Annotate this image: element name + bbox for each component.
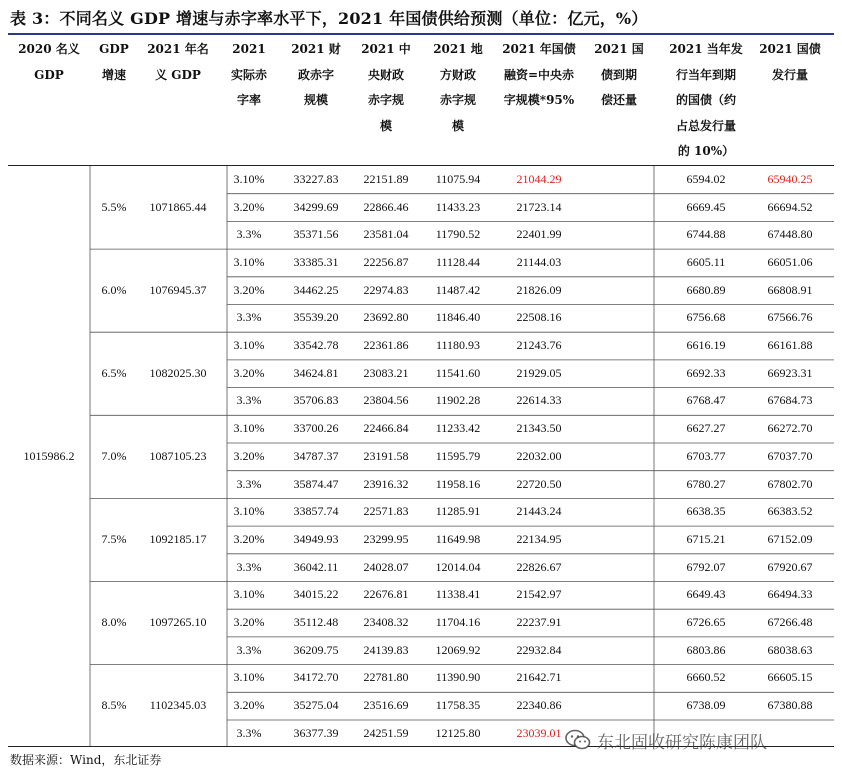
cell-rate: 3.10% (233, 421, 265, 436)
header-gdp-growth: GDP 增速 (99, 42, 129, 82)
cell-short_term: 6792.07 (686, 559, 726, 574)
cell-local: 11285.91 (435, 504, 481, 519)
cell-local: 11758.35 (435, 698, 481, 713)
header-bond-maturity: 2021 国 债到期 偿还量 (594, 42, 644, 107)
cell-financing: 21343.50 (516, 421, 562, 436)
cell-rate: 3.10% (233, 504, 265, 519)
cell-financing: 22932.84 (516, 642, 562, 657)
cell-growth: 6.5% (101, 365, 127, 380)
cell-issuance: 68038.63 (767, 642, 813, 657)
cell-local: 11790.52 (435, 227, 481, 242)
cell-growth: 7.5% (101, 531, 127, 546)
cell-rate: 3.3% (236, 725, 262, 740)
cell-rate: 3.10% (233, 670, 265, 685)
cell-deficit: 35112.48 (293, 615, 339, 630)
cell-issuance: 67266.48 (767, 615, 813, 630)
cell-local: 11433.23 (435, 199, 481, 214)
cell-rate: 3.20% (233, 365, 265, 380)
cell-financing: 21826.09 (516, 282, 562, 297)
cell-central: 24251.59 (363, 725, 409, 740)
cell-financing: 22237.91 (516, 615, 562, 630)
cell-financing: 22826.67 (516, 559, 562, 574)
cell-central: 22256.87 (363, 254, 409, 269)
cell-deficit: 35874.47 (293, 476, 339, 491)
cell-short_term: 6680.89 (686, 282, 726, 297)
cell-short_term: 6726.65 (686, 615, 726, 630)
cell-deficit: 33700.26 (293, 421, 339, 436)
cell-financing: 21243.76 (516, 338, 562, 353)
cell-deficit: 34462.25 (293, 282, 339, 297)
cell-central: 22151.89 (363, 171, 409, 186)
cell-deficit: 36209.75 (293, 642, 339, 657)
cell-gdp-2021: 1087105.23 (149, 448, 207, 463)
cell-short_term: 6738.09 (686, 698, 726, 713)
cell-rate: 3.20% (233, 282, 265, 297)
header-bond-issuance: 2021 国债 发行量 (759, 42, 821, 82)
cell-central: 23083.21 (363, 365, 409, 380)
cell-local: 11487.42 (435, 282, 481, 297)
cell-short_term: 6669.45 (686, 199, 726, 214)
cell-rate: 3.20% (233, 199, 265, 214)
cell-central: 24028.07 (363, 559, 409, 574)
cell-financing: 22032.00 (516, 448, 562, 463)
cell-financing: 22720.50 (516, 476, 562, 491)
cell-rate: 3.3% (236, 227, 262, 242)
cell-issuance: 66383.52 (767, 504, 813, 519)
cell-central: 23581.04 (363, 227, 409, 242)
cell-financing: 21044.29 (516, 171, 562, 186)
cell-short_term: 6756.68 (686, 310, 726, 325)
cell-short_term: 6744.88 (686, 227, 726, 242)
cell-central: 24139.83 (363, 642, 409, 657)
cell-issuance: 67802.70 (767, 476, 813, 491)
cell-local: 11649.98 (435, 531, 481, 546)
cell-issuance: 66051.06 (767, 254, 813, 269)
cell-local: 12014.04 (435, 559, 481, 574)
header-bond-financing: 2021 年国债 融资=中央赤 字规模*95% (502, 42, 576, 107)
cell-rate: 3.10% (233, 171, 265, 186)
cell-issuance: 67037.70 (767, 448, 813, 463)
header-gdp-2021: 2021 年名 义 GDP (147, 42, 209, 82)
cell-rate: 3.20% (233, 448, 265, 463)
cell-rate: 3.20% (233, 531, 265, 546)
cell-central: 22571.83 (363, 504, 409, 519)
cell-growth: 5.5% (101, 199, 127, 214)
cell-gdp-2021: 1076945.37 (149, 282, 207, 297)
cell-issuance: 66161.88 (767, 338, 813, 353)
cell-short_term: 6649.43 (686, 587, 726, 602)
wechat-icon (565, 729, 591, 751)
cell-deficit: 36377.39 (293, 725, 339, 740)
header-fiscal-deficit: 2021 财 政赤字 规模 (291, 42, 341, 107)
cell-issuance: 66694.52 (767, 199, 813, 214)
cell-central: 22974.83 (363, 282, 409, 297)
cell-deficit: 33857.74 (293, 504, 339, 519)
cell-rate: 3.3% (236, 393, 262, 408)
cell-central: 22361.86 (363, 338, 409, 353)
cell-deficit: 35539.20 (293, 310, 339, 325)
cell-financing: 21144.03 (516, 254, 562, 269)
cell-financing: 21443.24 (516, 504, 562, 519)
cell-financing: 21929.05 (516, 365, 562, 380)
cell-issuance: 67566.76 (767, 310, 813, 325)
cell-central: 23516.69 (363, 698, 409, 713)
watermark (565, 727, 767, 753)
cell-short_term: 6692.33 (686, 365, 726, 380)
cell-gdp-2021: 1082025.30 (149, 365, 207, 380)
cell-rate: 3.3% (236, 559, 262, 574)
cell-local: 11958.16 (435, 476, 481, 491)
cell-issuance: 67920.67 (767, 559, 813, 574)
cell-central: 23191.58 (363, 448, 409, 463)
cell-financing: 21723.14 (516, 199, 562, 214)
header-deficit-rate: 2021 实际赤 字率 (230, 42, 267, 107)
cell-growth: 6.0% (101, 282, 127, 297)
header-short-term-bonds: 2021 当年发 行当年到期 的国债（约 占总发行量 的 10%） (669, 42, 743, 158)
cell-local: 11075.94 (435, 171, 481, 186)
cell-financing: 21542.97 (516, 587, 562, 602)
cell-short_term: 6616.19 (686, 338, 726, 353)
cell-short_term: 6594.02 (686, 171, 726, 186)
cell-local: 11704.16 (435, 615, 481, 630)
cell-issuance: 65940.25 (767, 171, 813, 186)
cell-issuance: 67152.09 (767, 531, 813, 546)
cell-growth: 8.0% (101, 615, 127, 630)
cell-local: 11846.40 (435, 310, 481, 325)
cell-local: 11338.41 (435, 587, 481, 602)
cell-local: 11128.44 (435, 254, 481, 269)
cell-gdp-2021: 1092185.17 (149, 531, 207, 546)
cell-deficit: 33542.78 (293, 338, 339, 353)
cell-short_term: 6638.35 (686, 504, 726, 519)
cell-short_term: 6768.47 (686, 393, 726, 408)
cell-local: 11180.93 (435, 338, 481, 353)
cell-deficit: 33227.83 (293, 171, 339, 186)
cell-deficit: 34172.70 (293, 670, 339, 685)
cell-local: 12125.80 (435, 725, 481, 740)
cell-gdp-2020: 1015986.2 (23, 448, 75, 463)
cell-issuance: 66494.33 (767, 587, 813, 602)
cell-local: 11390.90 (435, 670, 481, 685)
cell-rate: 3.10% (233, 587, 265, 602)
cell-central: 22676.81 (363, 587, 409, 602)
header-gdp-2020: 2020 名义 GDP (18, 42, 80, 82)
cell-deficit: 36042.11 (293, 559, 339, 574)
cell-local: 11595.79 (435, 448, 481, 463)
cell-financing: 22614.33 (516, 393, 562, 408)
cell-deficit: 35275.04 (293, 698, 339, 713)
cell-rate: 3.10% (233, 254, 265, 269)
cell-issuance: 66808.91 (767, 282, 813, 297)
cell-gdp-2021: 1071865.44 (149, 199, 207, 214)
cell-local: 11233.42 (435, 421, 481, 436)
cell-issuance: 67380.88 (767, 698, 813, 713)
cell-gdp-2021: 1102345.03 (149, 698, 207, 713)
cell-central: 22466.84 (363, 421, 409, 436)
cell-deficit: 35371.56 (293, 227, 339, 242)
cell-short_term: 6660.52 (686, 670, 726, 685)
cell-growth: 7.0% (101, 448, 127, 463)
cell-central: 23916.32 (363, 476, 409, 491)
cell-financing: 23039.01 (516, 725, 562, 740)
header-central-deficit: 2021 中 央财政 赤字规 模 (361, 42, 411, 133)
cell-local: 12069.92 (435, 642, 481, 657)
header-local-deficit: 2021 地 方财政 赤字规 模 (433, 42, 483, 133)
cell-deficit: 33385.31 (293, 254, 339, 269)
cell-financing: 22134.95 (516, 531, 562, 546)
table-title: 表 3：不同名义 GDP 增速与赤字率水平下，2021 年国债供给预测（单位：亿元，%） (10, 9, 648, 28)
cell-rate: 3.3% (236, 476, 262, 491)
cell-issuance: 67448.80 (767, 227, 813, 242)
cell-short_term: 6780.27 (686, 476, 726, 491)
cell-deficit: 34624.81 (293, 365, 339, 380)
cell-central: 22866.46 (363, 199, 409, 214)
cell-issuance: 66923.31 (767, 365, 813, 380)
cell-issuance: 66605.15 (767, 670, 813, 685)
cell-central: 23692.80 (363, 310, 409, 325)
cell-financing: 22508.16 (516, 310, 562, 325)
cell-central: 23408.32 (363, 615, 409, 630)
cell-central: 22781.80 (363, 670, 409, 685)
cell-central: 23299.95 (363, 531, 409, 546)
watermark-text: 东北固收研究陈康团队 (597, 732, 767, 753)
cell-financing: 22401.99 (516, 227, 562, 242)
cell-growth: 8.5% (101, 698, 127, 713)
cell-rate: 3.10% (233, 338, 265, 353)
cell-local: 11541.60 (435, 365, 481, 380)
source-note: 数据来源：Wind，东北证券 (10, 753, 162, 767)
cell-gdp-2021: 1097265.10 (149, 615, 207, 630)
cell-rate: 3.3% (236, 310, 262, 325)
cell-financing: 22340.86 (516, 698, 562, 713)
cell-deficit: 35706.83 (293, 393, 339, 408)
cell-rate: 3.3% (236, 642, 262, 657)
cell-deficit: 34949.93 (293, 531, 339, 546)
cell-deficit: 34015.22 (293, 587, 339, 602)
cell-short_term: 6715.21 (686, 531, 726, 546)
cell-local: 11902.28 (435, 393, 481, 408)
cell-short_term: 6803.86 (686, 642, 726, 657)
cell-deficit: 34787.37 (293, 448, 339, 463)
cell-short_term: 6703.77 (686, 448, 726, 463)
cell-issuance: 67684.73 (767, 393, 813, 408)
cell-deficit: 34299.69 (293, 199, 339, 214)
cell-rate: 3.20% (233, 698, 265, 713)
cell-short_term: 6605.11 (686, 254, 726, 269)
cell-short_term: 6627.27 (686, 421, 726, 436)
cell-rate: 3.20% (233, 615, 265, 630)
cell-issuance: 66272.70 (767, 421, 813, 436)
cell-central: 23804.56 (363, 393, 409, 408)
cell-financing: 21642.71 (516, 670, 562, 685)
